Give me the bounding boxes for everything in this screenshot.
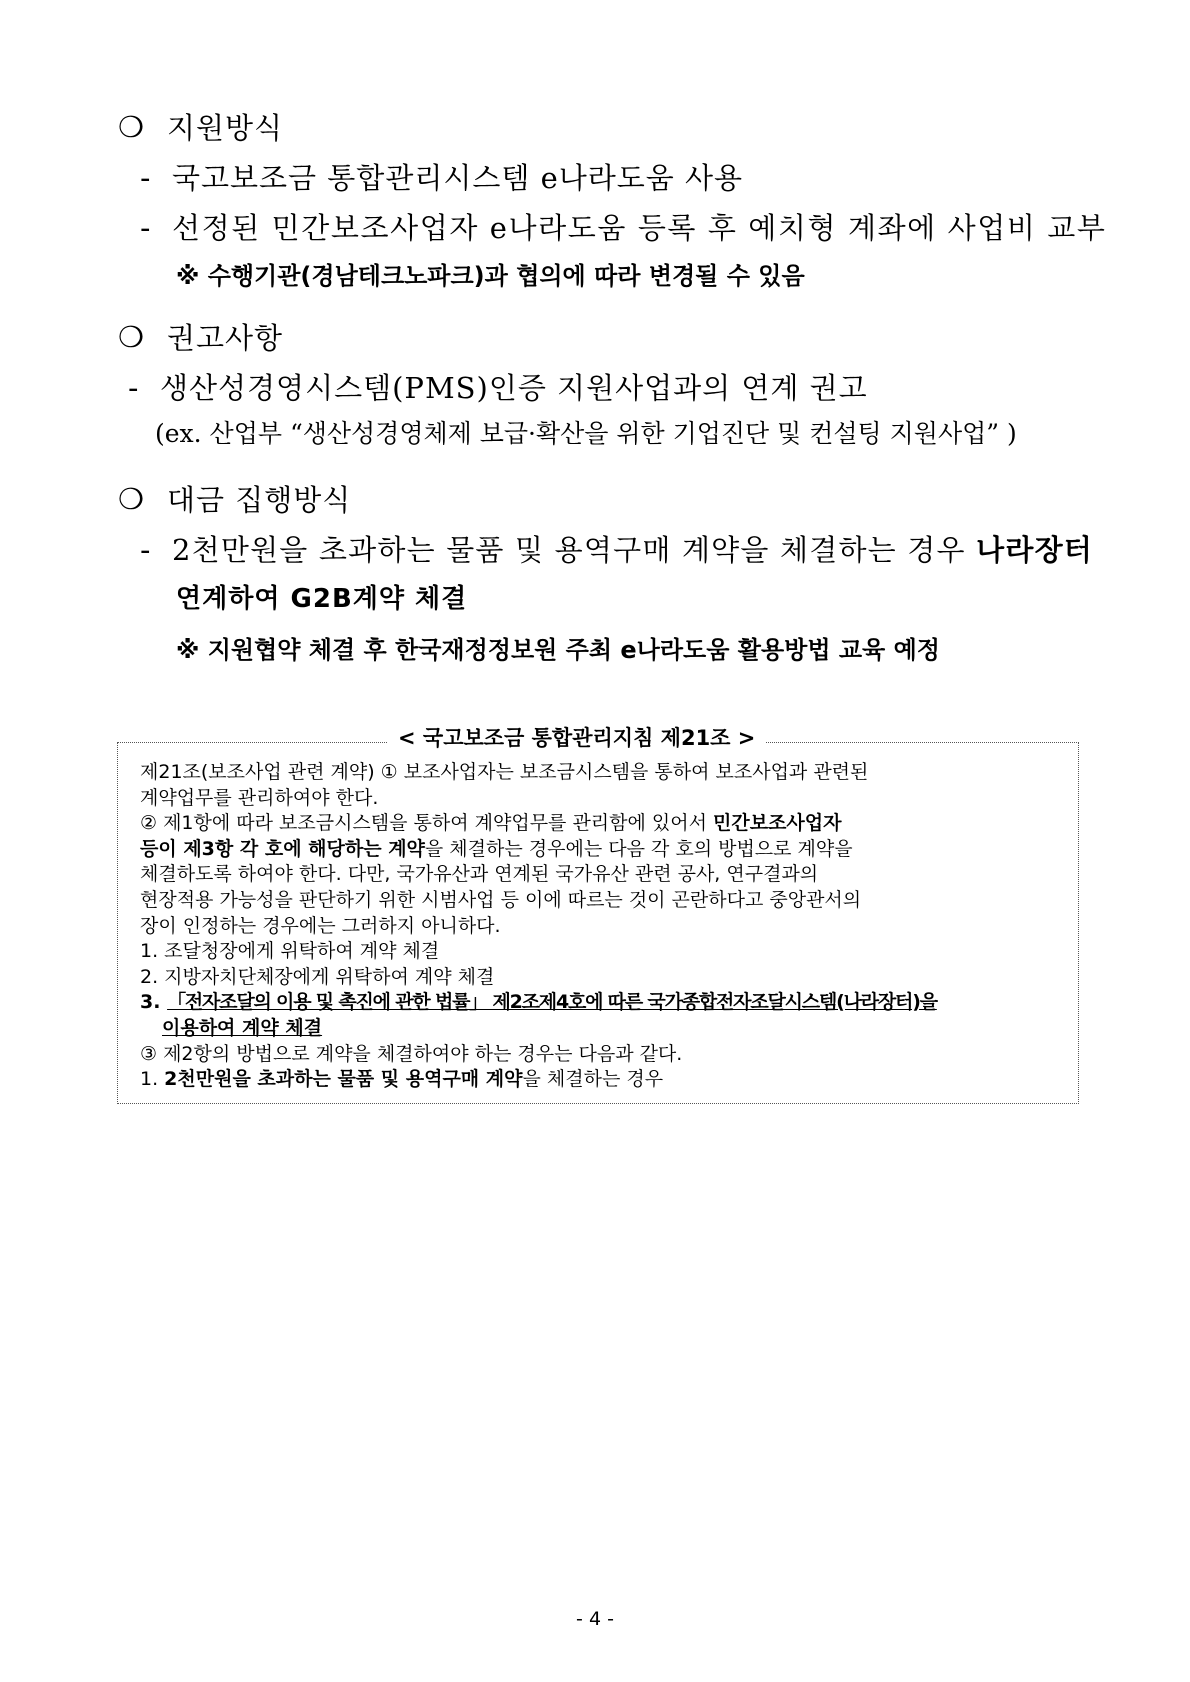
section-title: 지원방식: [167, 111, 284, 145]
section-recommendations: [118, 316, 283, 357]
note-text: ※ 지원협약 체결 후 한국재정정보원 주최 e나라도움 활용방법 교육 예정: [176, 636, 940, 664]
section-title: 대금 집행방식: [167, 483, 352, 517]
dash-icon: -: [140, 211, 153, 245]
page-number: - 4 -: [576, 1608, 614, 1630]
list-item-continuation: 연계하여 G2B계약 체결: [176, 584, 468, 614]
list-item: - 2천만원을 초과하는 물품 및 용역구매 계약을 체결하는 경우 나라장터: [140, 533, 1093, 567]
regulation-box-title: < 국고보조금 통합관리지침 제21조 >: [388, 722, 765, 752]
list-item: - 생산성경영시스템(PMS)인증 지원사업과의 연계 권고: [128, 371, 868, 405]
list-item: - 선정된 민간보조사업자 e나라도움 등록 후 예치형 계좌에 사업비 교부: [140, 211, 1107, 245]
circle-bullet-icon: ❍: [118, 481, 145, 516]
circle-bullet-icon: ❍: [118, 319, 145, 354]
note-text: ※ 수행기관(경남테크노파크)과 협의에 따라 변경될 수 있음: [176, 262, 805, 290]
circle-bullet-icon: ❍: [118, 109, 145, 144]
example-text: (ex. 산업부 “생산성경영체제 보급·확산을 위한 기업진단 및 컨설팅 지원사업” ): [155, 419, 1017, 448]
section-payment-method: [118, 478, 351, 519]
section-title: 권고사항: [167, 321, 284, 355]
regulation-text: 제21조(보조사업 관련 계약) ① 보조사업자는 보조금시스템을 통하여 보조사업과 관련된 계약업무를 관리하여야 한다. ② 제1항에 따라 보조금시스템을 통하여 계약업무를 관리함에 있어서 민간보조사업자 등이 제3항 각 호에 해당하는 계약을 체결하는 경우에는 다음 각 호의 방법으로 계약을 체결하도록 하여야 한다. 다만, 국가유산과 연계된 국가유산 관련 공사, 연구결과의 현장적용 가능성을 판단하기 위한 시범사업 등 이에 따르는 것이 곤란하다고 중앙관서의 장이 인정하는 경우에는 그러하지 아니하다. 1. 조달청장에게 위탁하여 계약 체결 2. 지방자치단체장에게 위탁하여 계약 체결 3. 「전자조달의 이용 및 촉진에 관한 법률」 제2조제4호에 따른 국가종합전자조달시스템(나라장터)을 이용하여 계약 체결 ③ 제2항의 방법으로 계약을 체결하여야 하는 경우는 다음과 같다. 1. 2천만원을 초과하는 물품 및 용역구매 계약을 체결하는 경우: [140, 761, 937, 1091]
section-support-method: [118, 106, 283, 147]
dash-icon: -: [140, 533, 152, 567]
dash-icon: -: [128, 371, 140, 405]
list-item: - 국고보조금 통합관리시스템 e나라도움 사용: [140, 161, 744, 195]
dash-icon: -: [140, 161, 152, 195]
